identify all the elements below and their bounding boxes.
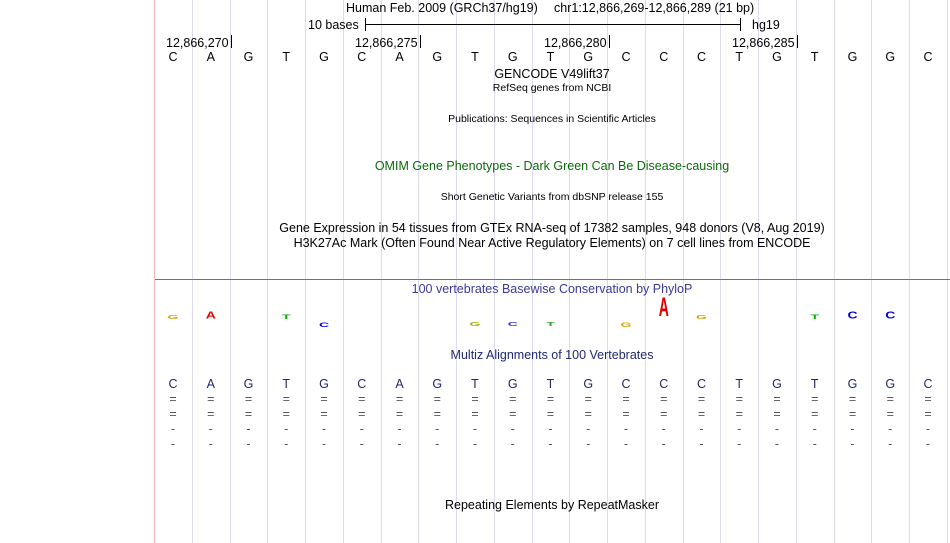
grid-line xyxy=(683,0,684,543)
phylop-glyph: G xyxy=(469,320,481,327)
alignment-cell: - xyxy=(435,437,440,451)
alignment-cell: = xyxy=(622,392,630,406)
alignment-cell: C xyxy=(923,377,933,391)
alignment-cell: C xyxy=(357,377,367,391)
alignment-cell: = xyxy=(848,407,857,421)
alignment-cell: - xyxy=(208,422,213,436)
alignment-cell: = xyxy=(169,407,177,421)
alignment-cell: = xyxy=(584,407,592,421)
alignment-cell: = xyxy=(697,392,706,406)
grid-line xyxy=(834,0,835,543)
alignment-cell: - xyxy=(774,437,780,451)
scale-db: hg19 xyxy=(752,18,780,32)
sequence-base: G xyxy=(507,50,518,64)
alignment-cell: - xyxy=(284,422,289,436)
coord-label-3: 12,866,280 xyxy=(544,36,607,50)
phylop-glyph: T xyxy=(546,320,555,327)
alignment-cell: - xyxy=(623,422,629,436)
alignment-cell: = xyxy=(244,407,253,421)
alignment-cell: = xyxy=(207,392,215,406)
grid-line xyxy=(456,0,457,543)
alignment-cell: - xyxy=(472,437,478,451)
alignment-cell: - xyxy=(737,422,742,436)
alignment-cell: G xyxy=(432,377,443,391)
sequence-base: G xyxy=(847,50,858,64)
alignment-cell: = xyxy=(848,392,857,406)
alignment-cell: - xyxy=(925,437,931,451)
alignment-cell: = xyxy=(622,407,630,421)
phylop-glyph: C xyxy=(318,320,330,329)
alignment-cell: - xyxy=(208,437,213,451)
alignment-cell: = xyxy=(244,392,253,406)
alignment-cell: = xyxy=(358,407,366,421)
alignment-cell: = xyxy=(735,407,743,421)
alignment-cell: - xyxy=(170,437,176,451)
phylop-glyph: G xyxy=(620,320,632,329)
h3k27ac-track-baseline xyxy=(155,279,950,280)
sequence-base: G xyxy=(243,50,254,64)
alignment-cell: = xyxy=(320,392,328,406)
alignment-cell: - xyxy=(661,422,666,436)
grid-line xyxy=(381,0,382,543)
grid-line xyxy=(645,0,646,543)
grid-line xyxy=(909,0,910,543)
alignment-cell: = xyxy=(660,407,668,421)
alignment-cell: - xyxy=(548,437,553,451)
phylop-track-title[interactable]: 100 vertebrates Basewise Conservation by PhyloP xyxy=(411,282,693,296)
alignment-cell: = xyxy=(433,407,441,421)
coord-tick-4 xyxy=(797,35,798,48)
sequence-base: T xyxy=(735,50,744,64)
alignment-cell: = xyxy=(509,407,517,421)
h3k27ac-track-title[interactable]: H3K27Ac Mark (Often Found Near Active Regulatory Elements) on 7 cell lines from ENCODE xyxy=(293,236,811,250)
sequence-base: G xyxy=(319,50,329,64)
grid-line xyxy=(871,0,872,543)
alignment-cell: - xyxy=(661,437,666,451)
alignment-cell: = xyxy=(509,392,517,406)
position-title: chr1:12,866,269-12,866,289 (21 bp) xyxy=(554,1,755,15)
alignment-cell: G xyxy=(885,377,896,391)
coord-label-4: 12,866,285 xyxy=(732,36,795,50)
publications-track-title[interactable]: Publications: Sequences in Scientific Articles xyxy=(448,113,656,125)
alignment-cell: - xyxy=(586,422,591,436)
alignment-cell: = xyxy=(282,407,290,421)
alignment-cell: - xyxy=(699,437,704,451)
alignment-cell: A xyxy=(206,377,215,391)
alignment-cell: - xyxy=(850,422,855,436)
sequence-base: C xyxy=(923,50,933,64)
alignment-cell: = xyxy=(395,407,404,421)
alignment-cell: - xyxy=(623,437,629,451)
snp-track-title[interactable]: Short Genetic Variants from dbSNP release 155 xyxy=(440,191,664,203)
phylop-glyph: G xyxy=(696,314,707,321)
alignment-cell: = xyxy=(584,392,592,406)
coord-tick-3 xyxy=(609,35,610,48)
alignment-cell: = xyxy=(169,392,177,406)
alignment-cell: C xyxy=(659,377,669,391)
grid-line xyxy=(947,0,948,543)
alignment-cell: - xyxy=(359,437,364,451)
alignment-cell: = xyxy=(471,407,479,421)
coord-label-1: 12,866,270 xyxy=(166,36,229,50)
phylop-glyph: A xyxy=(205,309,216,321)
phylop-glyph: T xyxy=(281,312,291,321)
sequence-base: T xyxy=(546,50,555,64)
alignment-cell: = xyxy=(433,392,441,406)
alignment-cell: - xyxy=(888,422,893,436)
sequence-base: T xyxy=(282,50,291,64)
alignment-cell: = xyxy=(320,407,328,421)
alignment-cell: = xyxy=(886,392,894,406)
alignment-cell: - xyxy=(699,422,704,436)
alignment-cell: = xyxy=(735,392,743,406)
sequence-base: G xyxy=(885,50,896,64)
alignment-cell: C xyxy=(621,377,631,391)
sequence-base: G xyxy=(772,50,782,64)
alignment-cell: = xyxy=(282,392,290,406)
alignment-cell: = xyxy=(886,407,894,421)
alignment-cell: = xyxy=(546,407,555,421)
coord-label-2: 12,866,275 xyxy=(355,36,418,50)
alignment-cell: = xyxy=(773,392,781,406)
sequence-base: C xyxy=(659,50,669,64)
alignment-cell: - xyxy=(888,437,893,451)
alignment-cell: = xyxy=(207,407,215,421)
alignment-cell: G xyxy=(507,377,518,391)
alignment-cell: - xyxy=(359,422,364,436)
phylop-glyph: G xyxy=(167,314,179,321)
alignment-cell: G xyxy=(243,377,254,391)
alignment-cell: = xyxy=(358,392,366,406)
alignment-cell: - xyxy=(246,422,251,436)
alignment-cell: - xyxy=(774,422,780,436)
alignment-cell: - xyxy=(586,437,591,451)
alignment-cell: C xyxy=(696,377,707,391)
alignment-cell: T xyxy=(810,377,819,391)
sequence-base: G xyxy=(583,50,594,64)
gtex-track-title[interactable]: Gene Expression in 54 tissues from GTEx RNA-seq of 17382 samples, 948 donors (V8, Aug 2019) xyxy=(279,221,825,235)
alignment-cell: = xyxy=(395,392,404,406)
sequence-base: C xyxy=(357,50,367,64)
sequence-base: C xyxy=(696,50,707,64)
alignment-cell: - xyxy=(472,422,478,436)
alignment-cell: - xyxy=(510,437,515,451)
scale-bar xyxy=(365,24,741,25)
alignment-cell: - xyxy=(397,437,402,451)
sequence-base: A xyxy=(206,50,215,64)
grid-line xyxy=(343,0,344,543)
alignment-cell: - xyxy=(737,437,742,451)
sequence-base: C xyxy=(168,50,178,64)
alignment-cell: - xyxy=(397,422,402,436)
grid-line xyxy=(720,0,721,543)
sequence-base: A xyxy=(395,50,404,64)
sequence-base: T xyxy=(810,50,819,64)
grid-line xyxy=(758,0,759,543)
track-labels-pane xyxy=(0,0,154,543)
grid-line xyxy=(230,0,231,543)
alignment-cell: - xyxy=(246,437,251,451)
alignment-cell: - xyxy=(925,422,931,436)
grid-line xyxy=(192,0,193,543)
grid-line xyxy=(267,0,268,543)
alignment-cell: = xyxy=(924,392,932,406)
alignment-cell: = xyxy=(546,392,555,406)
alignment-cell: - xyxy=(548,422,553,436)
repeatmasker-track-title[interactable]: Repeating Elements by RepeatMasker xyxy=(444,498,660,512)
grid-line xyxy=(418,0,419,543)
alignment-cell: - xyxy=(850,437,855,451)
refseq-genes-title[interactable]: RefSeq genes from NCBI xyxy=(492,82,612,94)
multiz-track-title[interactable]: Multiz Alignments of 100 Vertebrates xyxy=(450,348,654,362)
sequence-base: G xyxy=(432,50,443,64)
alignment-cell: = xyxy=(660,392,668,406)
alignment-cell: - xyxy=(435,422,440,436)
phylop-glyph: C xyxy=(507,320,518,327)
alignment-cell: - xyxy=(321,422,327,436)
alignment-cell: A xyxy=(395,377,404,391)
grid-line xyxy=(305,0,306,543)
assembly-title: Human Feb. 2009 (GRCh37/hg19) xyxy=(346,1,538,15)
phylop-glyph: C xyxy=(885,309,896,321)
alignment-cell: = xyxy=(924,407,932,421)
alignment-cell: = xyxy=(811,407,819,421)
alignment-cell: - xyxy=(284,437,289,451)
coord-tick-2 xyxy=(420,35,421,48)
alignment-cell: - xyxy=(510,422,515,436)
alignment-cell: - xyxy=(321,437,327,451)
alignment-cell: C xyxy=(168,377,178,391)
alignment-cell: = xyxy=(471,392,479,406)
alignment-cell: G xyxy=(319,377,329,391)
alignment-cell: = xyxy=(697,407,706,421)
coord-tick-1 xyxy=(231,35,232,48)
phylop-glyph: C xyxy=(847,309,858,321)
sequence-base: T xyxy=(471,50,479,64)
sequence-base: C xyxy=(621,50,631,64)
alignment-cell: G xyxy=(772,377,782,391)
alignment-cell: G xyxy=(583,377,594,391)
alignment-cell: T xyxy=(735,377,744,391)
phylop-glyph: A xyxy=(658,291,669,322)
scale-bar-right-tick xyxy=(740,18,741,31)
alignment-cell: = xyxy=(773,407,781,421)
scale-text: 10 bases xyxy=(308,18,359,32)
alignment-cell: G xyxy=(847,377,858,391)
alignment-cell: - xyxy=(170,422,176,436)
alignment-cell: - xyxy=(812,422,817,436)
grid-line xyxy=(796,0,797,543)
alignment-cell: T xyxy=(546,377,555,391)
alignment-cell: T xyxy=(471,377,479,391)
label-divider[interactable] xyxy=(154,0,155,543)
gencode-track-title[interactable]: GENCODE V49lift37 xyxy=(494,67,610,81)
alignment-cell: T xyxy=(282,377,291,391)
omim-track-title[interactable]: OMIM Gene Phenotypes - Dark Green Can Be Disease-causing xyxy=(374,159,730,173)
phylop-glyph: T xyxy=(810,312,820,321)
alignment-cell: - xyxy=(812,437,817,451)
alignment-cell: = xyxy=(811,392,819,406)
